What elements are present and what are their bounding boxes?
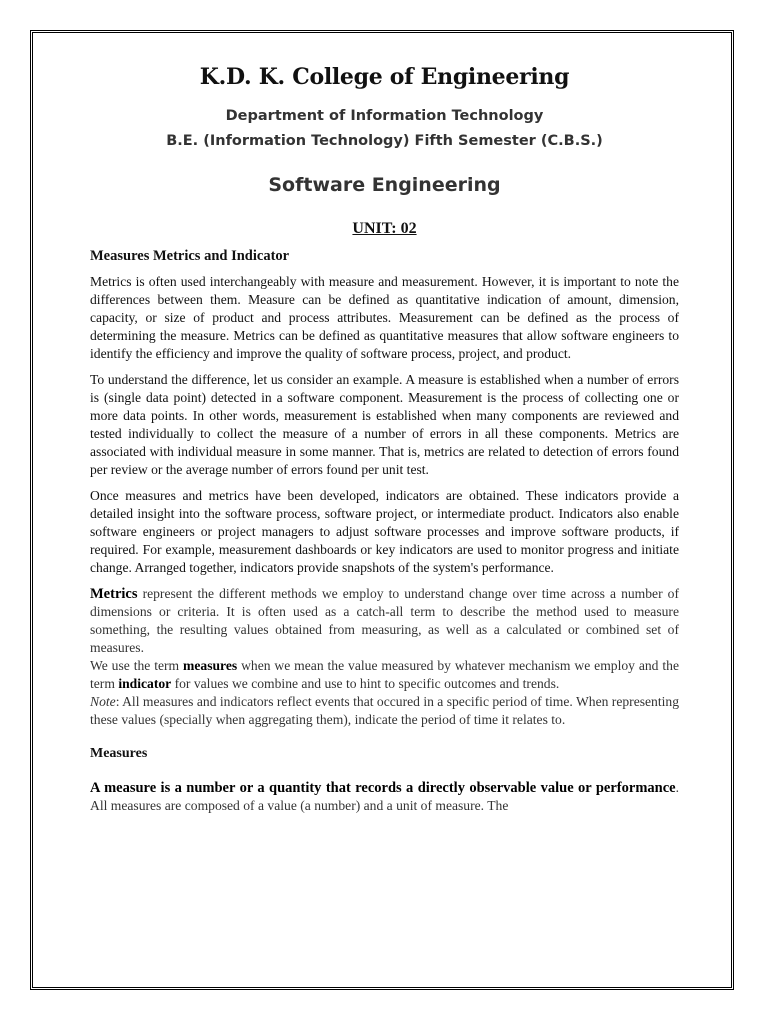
subject-title: Software Engineering bbox=[268, 174, 501, 196]
text-fragment: We use the term bbox=[90, 658, 184, 673]
text-fragment: when we mean the value measured by whatever mechanism we employ and the term bbox=[90, 658, 679, 691]
metrics-definition-text: represent the different methods we employ to understand change over time across a number of dimensions or criteria. It is often used as a catch-all term to describe the method used to measure something, the resulting values obtained from measuring, as well as a calculated or combined set of measures. bbox=[90, 586, 679, 655]
section-heading-measures: Measures bbox=[90, 746, 148, 761]
note-text: : All measures and indicators reflect events that occured in a specific period of time. When representing these values (specially when aggregating them), indicate the period of time it relates to. bbox=[90, 694, 679, 727]
department-title: Department of Information Technology bbox=[225, 108, 544, 124]
college-title: K.D. K. College of Engineering bbox=[199, 64, 570, 90]
paragraph-2: To understand the difference, let us consider an example. A measure is established when a number of errors is (single data point) detected in a software component. Measurement is the process of collecting one or more data points. In other words, measurement is established when many components are reviewed and tested individually to collect the measure of a number of errors in all these components. Metrics are associated with individual measure in some manner. That is, metrics are related to detection of errors found per review or the average number of errors found per unit test. bbox=[90, 372, 679, 477]
paragraph-measures-indicator bbox=[90, 657, 679, 693]
term-measures: measures bbox=[183, 658, 238, 673]
document-content bbox=[90, 64, 679, 815]
measure-definition-text: . All measures are composed of a value (a number) and a unit of measure. The bbox=[90, 780, 679, 813]
term-metrics: Metrics bbox=[90, 586, 138, 602]
paragraph-measure-definition bbox=[90, 779, 679, 815]
term-indicator: indicator bbox=[118, 676, 172, 691]
paragraph-3: Once measures and metrics have been developed, indicators are obtained. These indicators provide a detailed insight into the software process, software project, or intermediate product. Indicators also enable software engineers or project managers to adjust software processes and improve software products, if required. For example, measurement dashboards or key indicators are used to monitor progress and initiate change. Arranged together, indicators provide snapshots of the system's performance. bbox=[90, 488, 679, 575]
course-title: B.E. (Information Technology) Fifth Semester (C.B.S.) bbox=[166, 133, 603, 149]
paragraph-1: Metrics is often used interchangeably with measure and measurement. However, it is important to note the differences between them. Measure can be defined as quantitative indication of amount, dimension, capacity, or size of product and process attributes. Measurement can be defined as the process of determining the measure. Metrics can be defined as quantitative measures that allow software engineers to identify the efficiency and improve the quality of software process, project, and product. bbox=[90, 274, 679, 361]
unit-title: UNIT: 02 bbox=[352, 220, 417, 237]
text-fragment: for values we combine and use to hint to specific outcomes and trends. bbox=[171, 676, 560, 691]
note-label: Note bbox=[90, 694, 116, 709]
paragraph-metrics-definition bbox=[90, 585, 679, 657]
paragraph-note bbox=[90, 693, 679, 729]
section-heading-measures-metrics-indicator: Measures Metrics and Indicator bbox=[90, 248, 290, 264]
measure-definition-bold: A measure is a number or a quantity that records a directly observable value or performance bbox=[90, 780, 676, 796]
